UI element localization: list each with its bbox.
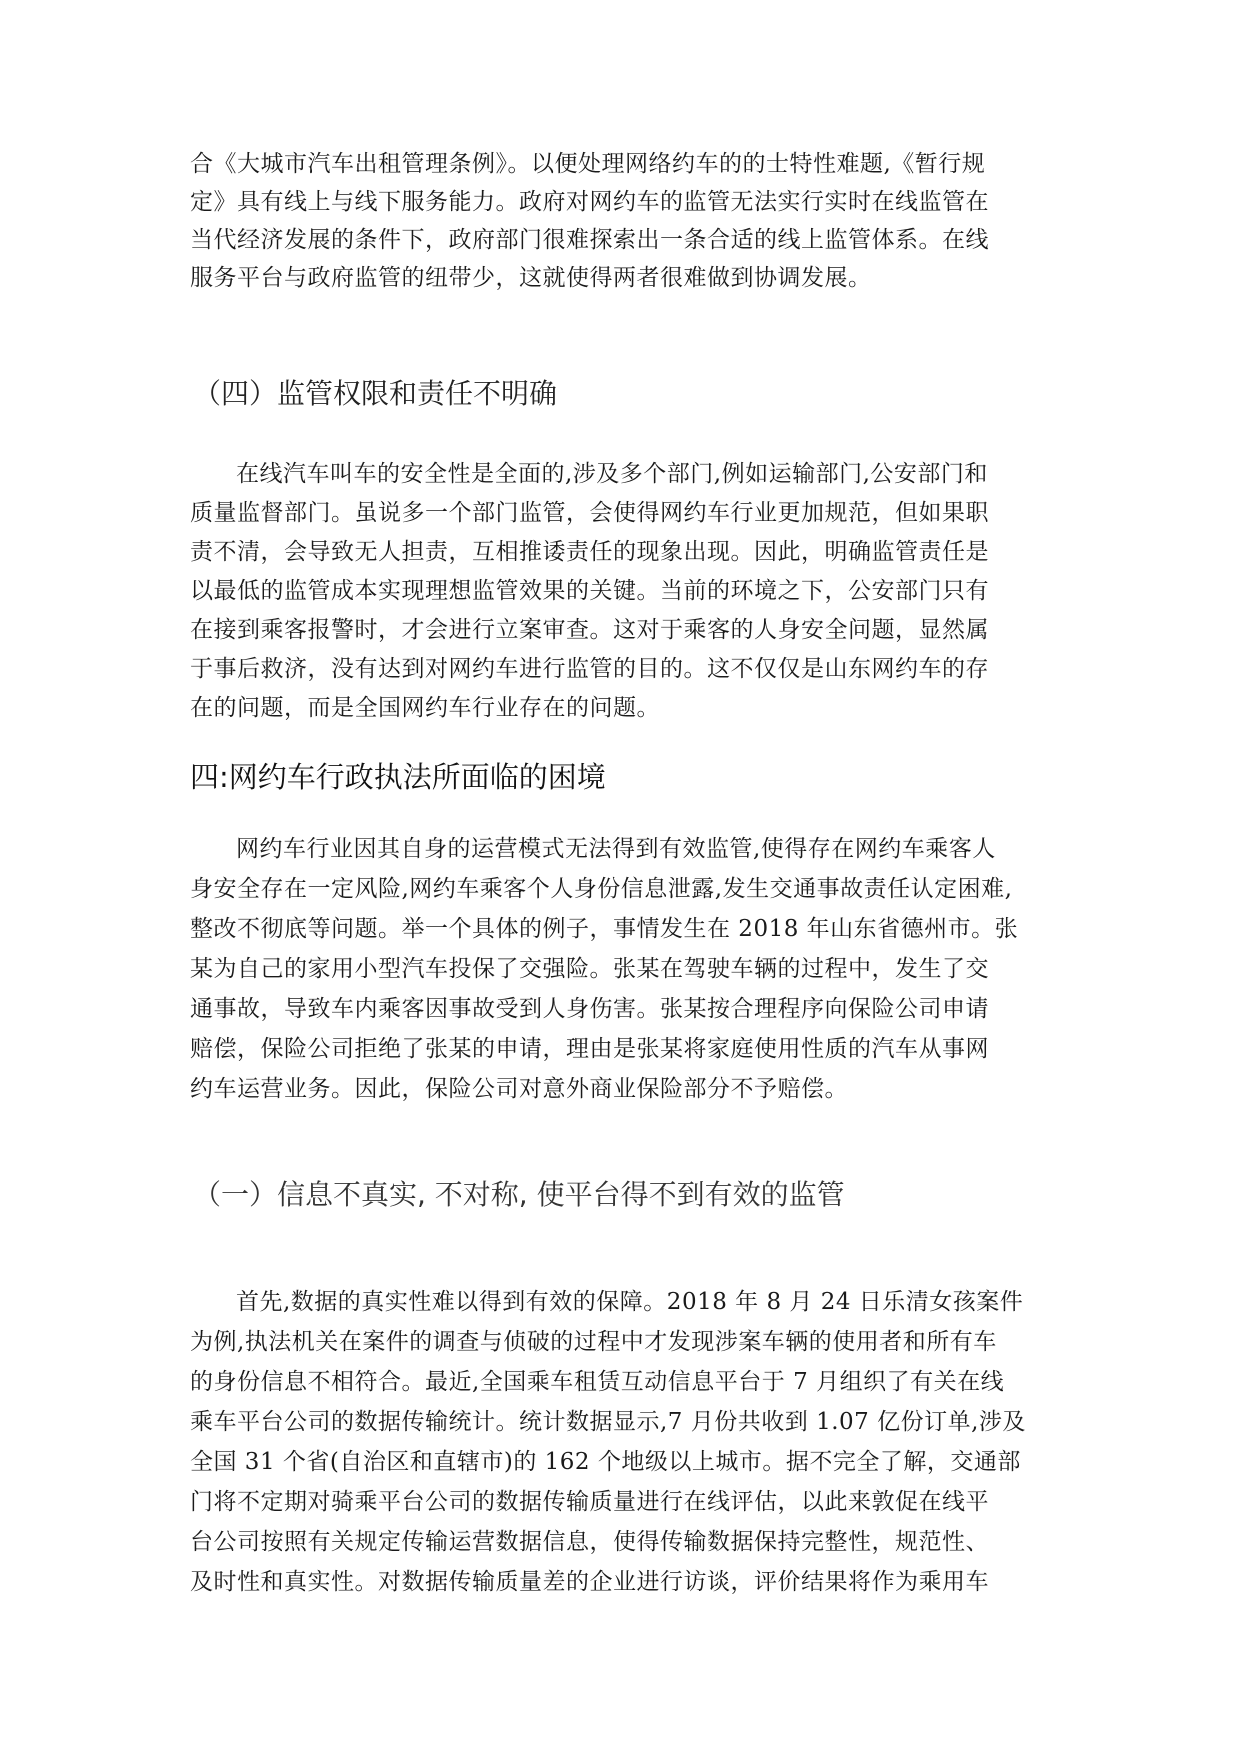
text-line: 服务平台与政府监管的纽带少，这就使得两者很难做到协调发展。 xyxy=(190,265,872,291)
text-line: 在线汽车叫车的安全性是全面的,涉及多个部门,例如运输部门,公安部门和 xyxy=(236,461,988,487)
text-line: 在的问题，而是全国网约车行业存在的问题。 xyxy=(190,695,660,721)
text-line: 为例,执法机关在案件的调查与侦破的过程中才发现涉案车辆的使用者和所有车 xyxy=(190,1329,997,1355)
text-line: 及时性和真实性。对数据传输质量差的企业进行访谈，评价结果将作为乘用车 xyxy=(190,1569,989,1595)
text-line: 定》具有线上与线下服务能力。政府对网约车的监管无法实行实时在线监管在 xyxy=(190,189,989,215)
text-line: 门将不定期对骑乘平台公司的数据传输质量进行在线评估，以此来敦促在线平 xyxy=(190,1489,989,1515)
text-line: 责不清，会导致无人担责，互相推诿责任的现象出现。因此，明确监管责任是 xyxy=(190,539,989,565)
subsection-heading: （一）信息不真实, 不对称, 使平台得不到有效的监管 xyxy=(193,1178,845,1211)
text-line: 台公司按照有关规定传输运营数据信息，使得传输数据保持完整性，规范性、 xyxy=(190,1529,989,1555)
text-line: 首先,数据的真实性难以得到有效的保障。2018 年 8 月 24 日乐清女孩案件 xyxy=(236,1289,1024,1315)
text-line: 质量监督部门。虽说多一个部门监管，会使得网约车行业更加规范，但如果职 xyxy=(190,500,989,526)
text-line: 于事后救济，没有达到对网约车进行监管的目的。这不仅仅是山东网约车的存 xyxy=(190,656,989,682)
text-line: 整改不彻底等问题。举一个具体的例子，事情发生在 2018 年山东省德州市。张 xyxy=(190,916,1019,942)
text-line: 约车运营业务。因此，保险公司对意外商业保险部分不予赔偿。 xyxy=(190,1076,848,1102)
subsection-heading: （四）监管权限和责任不明确 xyxy=(193,377,558,410)
text-line: 通事故，导致车内乘客因事故受到人身伤害。张某按合理程序向保险公司申请 xyxy=(190,996,989,1022)
text-line: 全国 31 个省(自治区和直辖市)的 162 个地级以上城市。据不完全了解，交通部 xyxy=(190,1449,1021,1475)
text-line: 当代经济发展的条件下，政府部门很难探索出一条合适的线上监管体系。在线 xyxy=(190,227,989,253)
text-line: 某为自己的家用小型汽车投保了交强险。张某在驾驶车辆的过程中，发生了交 xyxy=(190,956,989,982)
chapter-heading: 四:网约车行政执法所面临的困境 xyxy=(190,760,606,794)
text-line: 乘车平台公司的数据传输统计。统计数据显示,7 月份共收到 1.07 亿份订单,涉及 xyxy=(190,1409,1026,1435)
text-line: 赔偿，保险公司拒绝了张某的申请，理由是张某将家庭使用性质的汽车从事网 xyxy=(190,1036,989,1062)
text-line: 合《大城市汽车出租管理条例》。以便处理网络约车的的士特性难题,《暂行规 xyxy=(190,151,986,177)
text-line: 的身份信息不相符合。最近,全国乘车租赁互动信息平台于 7 月组织了有关在线 xyxy=(190,1369,1005,1395)
text-line: 网约车行业因其自身的运营模式无法得到有效监管,使得存在网约车乘客人 xyxy=(236,836,996,862)
text-line: 在接到乘客报警时，才会进行立案审查。这对于乘客的人身安全问题，显然属 xyxy=(190,617,989,643)
text-line: 以最低的监管成本实现理想监管效果的关键。当前的环境之下，公安部门只有 xyxy=(190,578,989,604)
text-line: 身安全存在一定风险,网约车乘客个人身份信息泄露,发生交通事故责任认定困难, xyxy=(190,876,1013,902)
